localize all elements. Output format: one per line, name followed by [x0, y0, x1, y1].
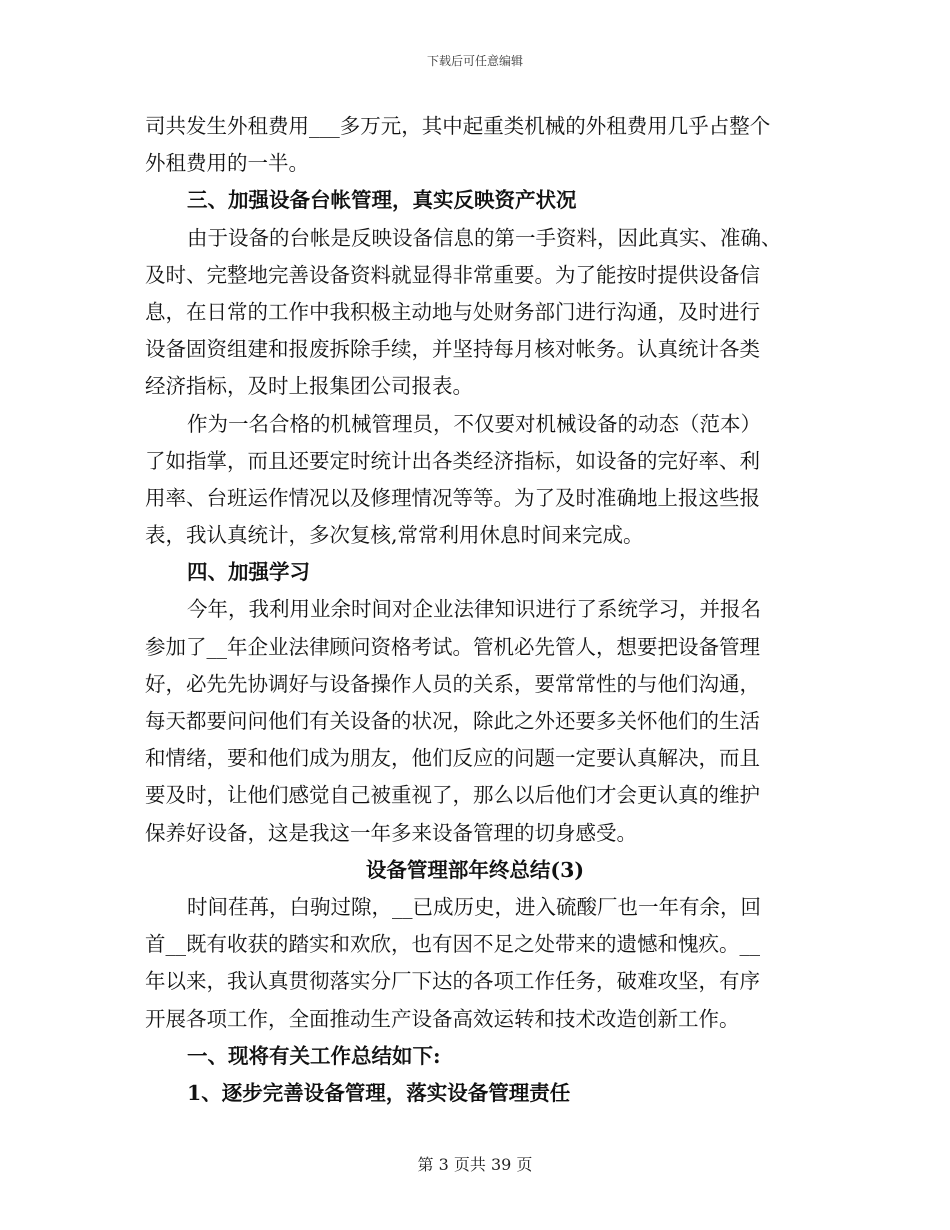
- text-line: 时间荏苒，白驹过隙，__已成历史，进入硫酸厂也一年有余，回: [187, 894, 761, 919]
- text-line: 及时、完整地完善设备资料就显得非常重要。为了能按时提供设备信: [145, 262, 760, 287]
- text-line: 作为一名合格的机械管理员，不仅要对机械设备的动态（范本）: [187, 411, 761, 436]
- section-heading: 三、加强设备台帐管理，真实反映资产状况: [187, 188, 577, 213]
- text-line: 由于设备的台帐是反映设备信息的第一手资料，因此真实、准确、: [187, 225, 782, 250]
- page-footer: 第 3 页共 39 页: [417, 1155, 533, 1174]
- text-line: 司共发生外租费用___多万元，其中起重类机械的外租费用几乎占整个: [145, 114, 771, 138]
- section-heading: 四、加强学习: [187, 560, 310, 585]
- section-title: 设备管理部年终总结(3): [365, 857, 585, 882]
- document-body: [145, 108, 805, 1112]
- text-line: 设备固资组建和报废拆除手续，并坚持每月核对帐务。认真统计各类: [145, 337, 760, 362]
- text-line: 参加了__年企业法律顾问资格考试。管机必先管人，想要把设备管理: [145, 634, 760, 659]
- text-line: 和情绪，要和他们成为朋友，他们反应的问题一定要认真解决，而且: [145, 746, 760, 771]
- text-line: 首__既有收获的踏实和欢欣，也有因不足之处带来的遗憾和愧疚。__: [145, 932, 760, 957]
- text-line: 用率、台班运作情况以及修理情况等等。为了及时准确地上报这些报: [145, 485, 760, 510]
- section-heading: 一、现将有关工作总结如下:: [187, 1043, 441, 1068]
- section-heading: 1、逐步完善设备管理，落实设备管理责任: [187, 1080, 571, 1105]
- text-line: 息，在日常的工作中我积极主动地与处财务部门进行沟通，及时进行: [145, 299, 760, 324]
- text-line: 经济指标，及时上报集团公司报表。: [145, 374, 473, 399]
- text-line: 外租费用的一半。: [145, 151, 309, 176]
- text-line: 今年，我利用业余时间对企业法律知识进行了系统学习，并报名: [187, 597, 761, 622]
- text-line: 要及时，让他们感觉自己被重视了，那么以后他们才会更认真的维护: [145, 783, 760, 808]
- text-line: 好，必先先协调好与设备操作人员的关系，要常常性的与他们沟通，: [145, 671, 760, 696]
- text-line: 表，我认真统计，多次复核,常常利用休息时间来完成。: [145, 523, 644, 548]
- text-line: 每天都要问问他们有关设备的状况，除此之外还要多关怀他们的生活: [145, 709, 760, 733]
- page-header: 下载后可任意编辑: [426, 54, 523, 68]
- text-line: 年以来，我认真贯彻落实分厂下达的各项工作任务，破难攻坚，有序: [145, 969, 760, 994]
- text-line: 保养好设备，这是我这一年多来设备管理的切身感受。: [145, 820, 637, 845]
- text-line: 了如指掌，而且还要定时统计出各类经济指标，如设备的完好率、利: [145, 448, 760, 473]
- text-line: 开展各项工作，全面推动生产设备高效运转和技术改造创新工作。: [145, 1006, 740, 1031]
